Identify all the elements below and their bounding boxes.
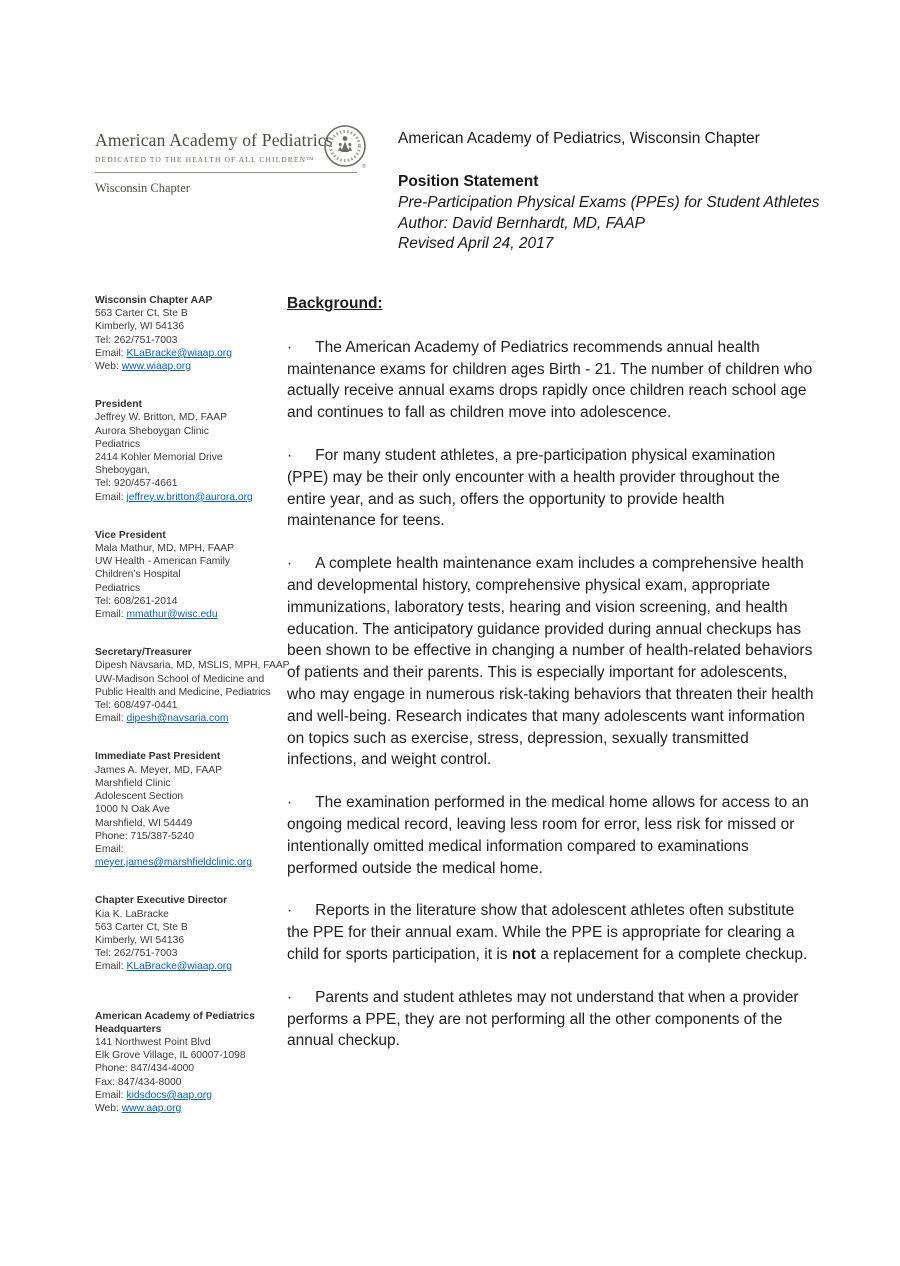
sidebar	[95, 294, 290, 1140]
contact-line: Phone: 715/387-5240	[95, 830, 195, 842]
document-header	[398, 130, 838, 255]
main-content	[287, 293, 817, 1073]
paragraph-text: For many student athletes, a pre-participation physical examination (PPE) may be their only encounter with a health provider throughout the entire year, and as such, offers the opportunity to provide health maintenance for teens.	[287, 446, 780, 530]
contact-line	[95, 960, 271, 973]
letterhead-divider	[95, 172, 357, 173]
contact-line: Tel: 608/497-0441	[95, 700, 178, 712]
contact-line: Jeffrey W. Britton, MD, FAAP	[95, 412, 227, 424]
header-revised-date: Revised April 24, 2017	[398, 235, 554, 252]
header-subject: Pre-Participation Physical Exams (PPEs) for Student Athletes	[398, 194, 820, 211]
contact-line: Mala Mathur, MD, MPH, FAAP	[95, 543, 235, 555]
body-paragraph	[287, 900, 817, 965]
contact-line: Kimberly, WI 54136	[95, 934, 185, 946]
contact-line: Elk Grove Village, IL 60007-1098	[95, 1050, 246, 1062]
contact-line	[95, 712, 271, 725]
contact-line	[95, 1089, 271, 1102]
contact-block-heading: Chapter Executive Director	[95, 895, 228, 907]
contact-line: 141 Northwest Point Blvd	[95, 1036, 211, 1048]
contact-line: Aurora Sheboygan Clinic	[95, 425, 209, 437]
contact-block	[95, 894, 271, 973]
contact-line: Tel: 608/261-2014	[95, 595, 178, 607]
contact-block-heading: American Academy of Pediatrics Headquarters	[95, 1010, 255, 1035]
contact-block-heading: Immediate Past President	[95, 751, 221, 763]
contact-line-label: Web:	[95, 1102, 122, 1114]
contact-line-label: Email:	[95, 347, 127, 359]
contact-line	[95, 491, 271, 504]
contact-link[interactable]: dipesh@navsaria.com	[126, 713, 229, 725]
letterhead	[95, 130, 366, 196]
contact-block	[95, 294, 271, 373]
contact-link[interactable]: mmathur@wisc.edu	[126, 609, 218, 621]
paragraph-text: Reports in the literature show that adolescent athletes often substitute the PPE for their annual exam. While the PPE is appropriate for clearing a child for sports participation, it is	[287, 902, 795, 963]
contact-line	[95, 360, 271, 373]
contact-line: Tel: 262/751-7003	[95, 334, 178, 346]
body-paragraph	[287, 337, 817, 424]
contact-line: 1000 N Oak Ave	[95, 804, 170, 816]
contact-link[interactable]: meyer.james@marshfieldclinic.org	[95, 857, 252, 869]
contact-line	[95, 347, 271, 360]
bullet-marker: ·	[287, 555, 293, 573]
contact-line: Tel: 262/751-7003	[95, 948, 178, 960]
contact-line	[95, 608, 271, 621]
paragraph-text: a replacement for a complete checkup.	[535, 945, 808, 963]
contact-line: 563 Carter Ct, Ste B	[95, 308, 188, 320]
header-author: Author: David Bernhardt, MD, FAAP	[398, 214, 645, 232]
contact-line: Kimberly, WI 54136	[95, 321, 185, 333]
bullet-marker: ·	[287, 902, 293, 920]
contact-link[interactable]: www.aap.org	[121, 1102, 182, 1114]
contact-line: UW-Madison School of Medicine and	[95, 673, 265, 685]
contact-line: UW Health - American Family	[95, 556, 231, 568]
contact-block-heading: Secretary/Treasurer	[95, 647, 192, 659]
contact-line: Kia K. LaBracke	[95, 908, 169, 920]
contact-line: Fax: 847/434-8000	[95, 1076, 182, 1088]
contact-line-label: Email:	[95, 1089, 127, 1101]
body-paragraph	[287, 445, 817, 532]
logo-tagline: DEDICATED TO THE HEALTH OF ALL CHILDREN™	[95, 155, 315, 164]
contact-link[interactable]: KLaBracke@wiaap.org	[126, 961, 232, 973]
logo-org-name: American Academy of Pediatrics	[95, 130, 333, 150]
contact-line: Dipesh Navsaria, MD, MSLIS, MPH, FAAP	[95, 660, 290, 672]
aap-seal-icon	[323, 124, 367, 170]
contact-line: Tel: 920/457-4661	[95, 478, 178, 490]
contact-block	[95, 646, 290, 725]
body-paragraph	[287, 987, 817, 1052]
contact-block-heading: Wisconsin Chapter AAP	[95, 295, 213, 306]
contact-line: Phone: 847/434-4000	[95, 1063, 195, 1075]
contact-link[interactable]: KLaBracke@wiaap.org	[126, 347, 232, 359]
svg-text:®: ®	[362, 164, 366, 170]
paragraph-text: A complete health maintenance exam includes a comprehensive health and developmental history, comprehensive physical exam, appropriate immunizations, laboratory tests, hearing and vision screening, and health education. The anticipatory guidance provided during annual checkups has been shown to be effective in changing a number of health-related behaviors of patients and their parents. This is especially important for adolescents, who may engage in numerous risk-taking behaviors that threaten their health and well-being. Research indicates that many adolescents want information on topics such as exercise, stress, depression, sexually transmitted infections, and weight control.	[287, 555, 814, 769]
contact-line-label: Email:	[95, 713, 127, 725]
contact-line-label: Email:	[95, 491, 127, 503]
contact-line-label: Web:	[95, 361, 122, 373]
contact-line: Marshfield Clinic	[95, 777, 171, 789]
contact-line: Pediatrics	[95, 438, 141, 450]
body-paragraph	[287, 792, 817, 879]
contact-line: Marshfield, WI 54449	[95, 817, 193, 829]
header-doc-type: Position Statement	[398, 173, 539, 190]
contact-link[interactable]: kidsdocs@aap.org	[126, 1089, 212, 1101]
contact-line	[95, 1102, 271, 1115]
contact-line: Sheboygan,	[95, 465, 150, 477]
header-org-line: American Academy of Pediatrics, Wisconsin Chapter	[398, 130, 760, 147]
contact-line: Pediatrics	[95, 582, 141, 594]
bullet-marker: ·	[287, 338, 293, 356]
paragraph-text: The American Academy of Pediatrics recommends annual health maintenance exams for children ages Birth - 21. The number of children who actually receive annual exams drops rapidly once children reach school age and continues to fall as children move into adolescence.	[287, 338, 813, 422]
bullet-marker: ·	[287, 988, 293, 1006]
contact-block	[95, 398, 271, 504]
logo-chapter-name: Wisconsin Chapter	[95, 181, 190, 195]
contact-block	[95, 750, 271, 869]
contact-line: Adolescent Section	[95, 791, 184, 803]
paragraph-text: The examination performed in the medical home allows for access to an ongoing medical record, leaving less room for error, less risk for missed or intentionally omitted medical information compared to examinations performed outside the medical home.	[287, 794, 809, 877]
paragraph-text: Parents and student athletes may not understand that when a provider performs a PPE, they are not performing all the other components of the annual checkup.	[287, 988, 799, 1050]
contact-line: Public Health and Medicine, Pediatrics	[95, 686, 271, 698]
contact-line-label: Email:	[95, 609, 127, 621]
body-paragraphs	[287, 337, 817, 1052]
contact-line-label: Email:	[95, 961, 127, 973]
bullet-marker: ·	[287, 794, 293, 812]
contact-line	[95, 856, 271, 869]
contact-block-heading: Vice President	[95, 529, 166, 541]
contact-block	[95, 1010, 271, 1116]
contact-line: James A. Meyer, MD, FAAP	[95, 764, 223, 776]
contact-link[interactable]: jeffrey.w.britton@aurora.org	[126, 491, 253, 503]
section-heading: Background:	[287, 295, 383, 312]
contact-line: 563 Carter Ct, Ste B	[95, 921, 188, 933]
body-paragraph	[287, 553, 817, 771]
paragraph-text: not	[511, 945, 536, 963]
contact-line: Email:	[95, 843, 124, 855]
contact-block	[95, 529, 271, 621]
contact-line: 2414 Kohler Memorial Drive	[95, 452, 223, 464]
contact-block-heading: President	[95, 399, 142, 411]
contact-link[interactable]: www.wiaap.org	[121, 361, 191, 373]
contact-line: Children’s Hospital	[95, 569, 181, 581]
bullet-marker: ·	[287, 446, 293, 464]
